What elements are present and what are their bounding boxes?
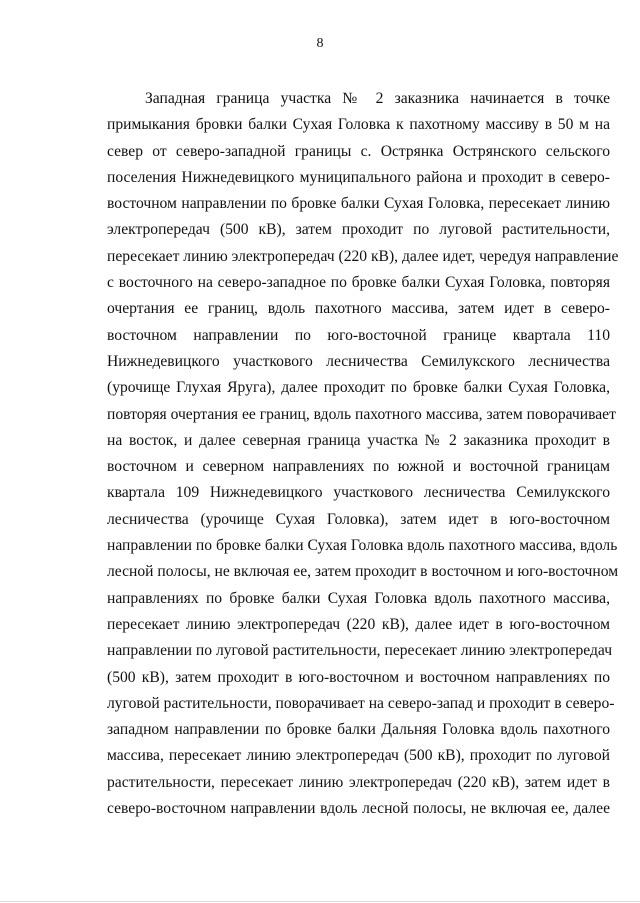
- text-line: лесничества (урочище Сухая Головка), затем идет в юго-восточном: [107, 510, 610, 528]
- text-line: пересекает линию электропередач (220 кВ), далее идет в юго-восточном: [107, 615, 610, 633]
- text-line: поселения Нижнедевицкого муниципального района и проходит в северо-: [107, 168, 610, 186]
- text-line: (урочище Глухая Яруга), далее проходит по бровке балки Сухая Головка,: [107, 379, 610, 397]
- text-line: примыкания бровки балки Сухая Головка к пахотному массиву в 50 м на: [107, 116, 610, 134]
- text-line: север от северо-западной границы с. Острянка Острянского сельского: [107, 142, 610, 160]
- text-line: восточном и северном направлениях по южной и восточной границам: [107, 458, 610, 476]
- text-line: (500 кВ), затем проходит в юго-восточном и восточном направлениях по: [107, 668, 610, 686]
- text-line: очертания ее границ, вдоль пахотного массива, затем идет в северо-: [107, 300, 610, 318]
- text-line: с восточного на северо-западное по бровке балки Сухая Головка, повторяя: [107, 274, 610, 292]
- text-line: луговой растительности, поворачивает на северо-запад и проходит в северо-: [107, 694, 615, 712]
- text-line: на восток, и далее северная граница участка № 2 заказника проходит в: [107, 431, 610, 449]
- text-line: квартала 109 Нижнедевицкого участкового лесничества Семилукского: [107, 484, 610, 502]
- text-line: направлении по бровке балки Сухая Головка вдоль пахотного массива, вдоль: [107, 537, 618, 555]
- document-body: [107, 86, 619, 822]
- text-line: растительности, пересекает линию электропередач (220 кВ), затем идет в: [107, 773, 610, 791]
- text-line: Нижнедевицкого участкового лесничества Семилукского лесничества: [107, 352, 610, 370]
- text-line: лесной полосы, не включая ее, затем проходит в восточном и юго-восточном: [107, 563, 619, 581]
- text-line: направлении по луговой растительности, пересекает линию электропередач: [107, 642, 613, 660]
- text-line: повторяя очертания ее границ, вдоль пахотного массива, затем поворачивает: [107, 405, 616, 423]
- text-line: электропередач (500 кВ), затем проходит по луговой растительности,: [107, 221, 610, 239]
- page-bottom-edge: [0, 901, 640, 902]
- text-line: восточном направлении по юго-восточной границе квартала 110: [107, 326, 610, 344]
- text-line: направлениях по бровке балки Сухая Головка вдоль пахотного массива,: [107, 589, 610, 607]
- text-line: восточном направлении по бровке балки Сухая Головка, пересекает линию: [107, 195, 610, 213]
- text-line: северо-восточном направлении вдоль лесной полосы, не включая ее, далее: [107, 800, 610, 818]
- text-line: Западная граница участка № 2 заказника начинается в точке: [145, 90, 610, 107]
- text-line: пересекает линию электропередач (220 кВ), далее идет, чередуя направление: [107, 247, 619, 265]
- text-line: западном направлении по бровке балки Дальняя Головка вдоль пахотного: [107, 721, 610, 739]
- text-line: массива, пересекает линию электропередач (500 кВ), проходит по луговой: [107, 747, 610, 765]
- page-number: 8: [316, 36, 324, 51]
